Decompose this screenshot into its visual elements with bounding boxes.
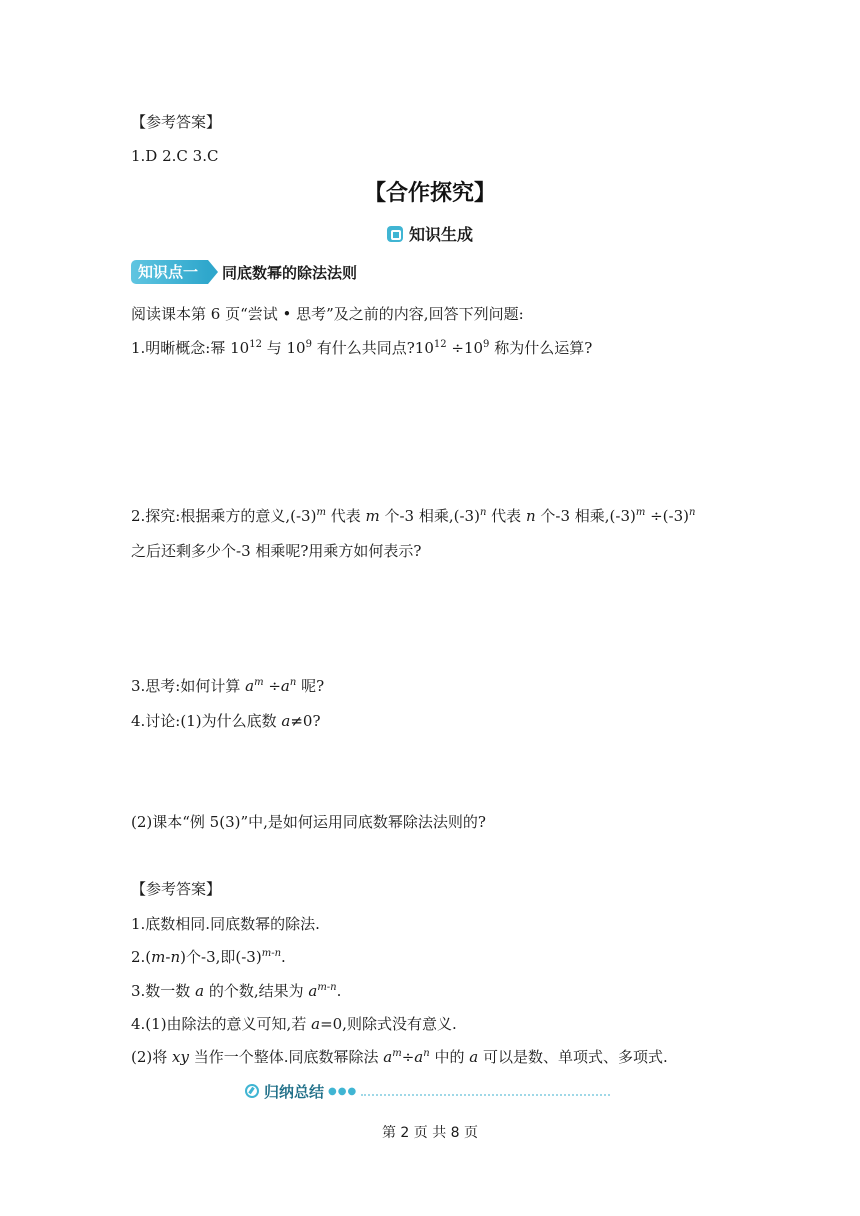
knowledge-point-heading — [131, 260, 357, 284]
answer-2-item-1: 1.底数相同.同底数幂的除法. — [131, 915, 320, 933]
answer-2-item-3: 3.数一数 a 的个数,结果为 $a^{m-n}$. — [131, 982, 342, 1000]
book-icon — [387, 226, 403, 242]
knowledge-point-tag: 知识点一 — [131, 260, 208, 284]
page-number: 第 2 页 共 8 页 — [381, 1125, 479, 1141]
question-4: 4.讨论:(1)为什么底数 a≠0? — [131, 712, 321, 730]
answer-header-1: 【参考答案】 — [131, 113, 222, 131]
section-title: 【合作探究】 — [363, 181, 496, 206]
question-4-part-2: (2)课本“例 5(3)”中,是如何运用同底数幂除法法则的? — [131, 813, 486, 831]
intro-text: 阅读课本第 6 页“尝试 • 思考”及之前的内容,回答下列问题: — [131, 305, 524, 323]
question-1: 1.明晰概念:幂 $10^{12}$ 与 $10^9$ 有什么共同点$?10^{12} \div 10^9$ 称为什么运算? — [131, 339, 593, 357]
answer-2-item-2: 2.(m-n)个-3,即$(-3)^{m-n}$. — [131, 948, 286, 966]
summary-heading — [245, 1080, 610, 1102]
subsection-title — [0, 222, 860, 245]
subsection-title-text: 知识生成 — [408, 225, 473, 244]
answer-2-item-4: 4.(1)由除法的意义可知,若 a=0,则除式没有意义. — [131, 1015, 457, 1033]
answer-2-item-5: (2)将 xy 当作一个整体.同底数幂除法 $a^m\div a^n$ 中的 a 可以是数、单项式、多项式. — [131, 1048, 668, 1066]
question-2-line-1: 2.探究:根据乘方的意义$,(-3)^m$ 代表 m 个-3 相乘$,(-3)^n$ 代表 n 个-3 相乘$,(-3)^m \div(-3)^n$ — [131, 507, 696, 525]
summary-title: 归纳总结 — [264, 1082, 325, 1101]
dots-decoration: ●●● — [328, 1085, 358, 1097]
answer-list-1: 1.D 2.C 3.C — [131, 147, 219, 165]
answer-header-2: 【参考答案】 — [131, 880, 222, 898]
pencil-icon — [245, 1084, 259, 1098]
question-2-line-2: 之后还剩多少个-3 相乘呢?用乘方如何表示? — [131, 542, 422, 560]
knowledge-point-title: 同底数幂的除法法则 — [222, 263, 358, 282]
question-3: 3.思考:如何计算 $a^m \div a^n$ 呢? — [131, 677, 325, 695]
dotted-divider — [361, 1094, 610, 1096]
